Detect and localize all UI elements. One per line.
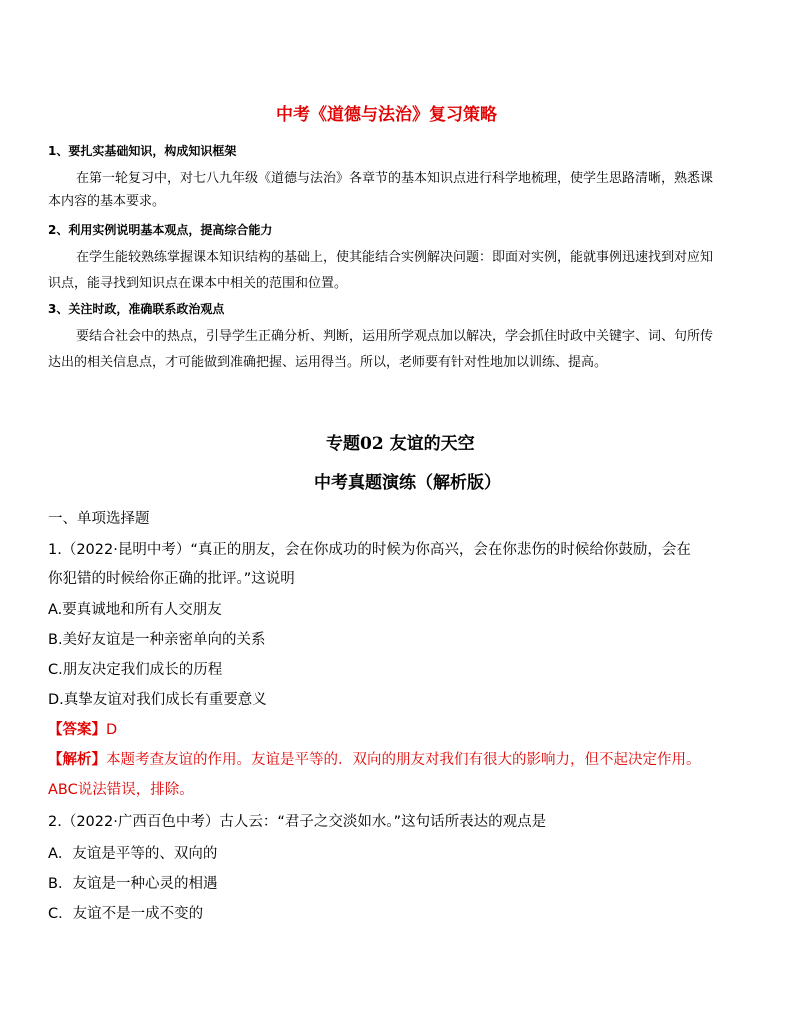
q1-answer-label: 【答案】 [48,722,106,738]
q1-answer-value: D [106,722,118,738]
section-label: 一、单项选择题 [48,511,150,527]
q1-analysis-line1 [48,748,701,769]
q1-option-a: A.要真诚地和所有人交朋友 [48,602,222,618]
q1-option-b: B.美好友谊是一种亲密单向的关系 [48,632,266,648]
strategy-heading-1: 1、要扎实基础知识，构成知识框架 [48,144,237,158]
q1-answer [48,718,117,739]
q1-analysis-label: 【解析】 [48,752,106,768]
q2-option-c: C．友谊不是一成不变的 [48,906,204,922]
strategy-text-1-line2: 本内容的基本要求。 [48,194,166,209]
strategy-text-1-line1: 在第一轮复习中，对七八九年级《道德与法治》各章节的基本知识点进行科学地梳理，使学生思路清晰，熟悉课 [76,171,714,186]
strategy-text-3-line1: 要结合社会中的热点，引导学生正确分析、判断，运用所学观点加以解决，学会抓住时政中关键字、词、句所传 [76,329,714,344]
q2-option-a: A．友谊是平等的、双向的 [48,846,218,862]
q2-stem: 2.（2022·广西百色中考）古人云：“君子之交淡如水。”这句话所表达的观点是 [48,814,547,830]
q1-analysis-line2: ABC说法错误，排除。 [48,782,194,798]
topic-subtitle: 中考真题演练（解析版） [314,473,501,493]
q1-stem-line1: 1.（2022·昆明中考）“真正的朋友，会在你成功的时候为你高兴，会在你悲伤的时候给你鼓励，会在 [48,542,691,558]
q2-option-b: B．友谊是一种心灵的相遇 [48,876,218,892]
q1-option-d: D.真挚友谊对我们成长有重要意义 [48,692,267,708]
q1-option-c: C.朋友决定我们成长的历程 [48,662,223,678]
topic-title: 专题02 友谊的天空 [326,434,475,454]
strategy-text-2-line2: 识点，能寻找到知识点在课本中相关的范围和位置。 [48,276,348,291]
strategy-title: 中考《道德与法治》复习策略 [276,105,497,125]
strategy-text-2-line1: 在学生能较熟练掌握课本知识结构的基础上，使其能结合实例解决问题：即面对实例，能就事例迅速找到对应知 [76,250,714,265]
q1-stem-line2: 你犯错的时候给你正确的批评。”这说明 [48,571,295,587]
strategy-heading-2: 2、利用实例说明基本观点，提高综合能力 [48,223,273,237]
q1-analysis-text: 本题考查友谊的作用。友谊是平等的．双向的朋友对我们有很大的影响力，但不起决定作用。 [106,752,701,768]
strategy-heading-3: 3、关注时政，准确联系政治观点 [48,302,225,316]
strategy-text-3-line2: 达出的相关信息点，才可能做到准确把握、运用得当。所以，老师要有针对性地加以训练、提高。 [48,355,608,370]
